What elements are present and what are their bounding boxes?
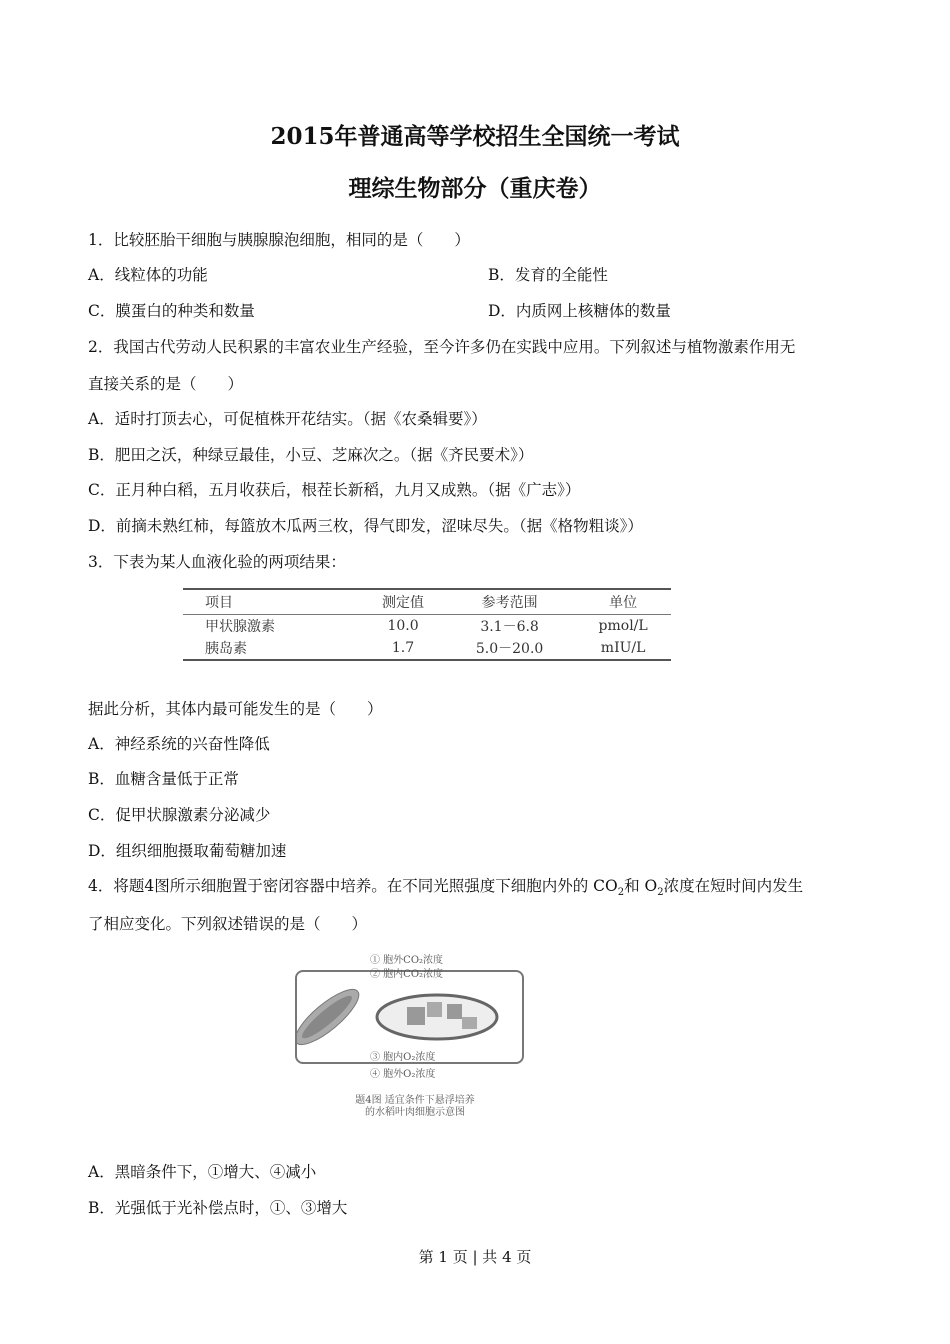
table-header: 项目 — [183, 589, 362, 615]
doc-title: 2015年普通高等学校招生全国统一考试 — [270, 123, 680, 150]
table-header: 参考范围 — [444, 589, 575, 615]
caption-line: 的水稻叶肉细胞示意图 — [365, 1107, 465, 1118]
q1-option-d: D．内质网上核糖体的数量 — [488, 302, 671, 320]
table-cell: 5.0－20.0 — [475, 641, 544, 657]
table-cell: 胰岛素 — [205, 641, 247, 657]
q4-stem-part: 和 O — [624, 877, 658, 895]
table-cell: 1.7 — [391, 640, 415, 656]
q2-stem-2: 直接关系的是（ ） — [88, 375, 244, 393]
q1-option-a: A．线粒体的功能 — [88, 266, 208, 284]
table-header: 测定值 — [362, 589, 444, 615]
table-row — [183, 615, 671, 638]
q3-option-c: C．促甲状腺激素分泌减少 — [88, 806, 271, 824]
table-row — [183, 637, 671, 660]
table-cell: 3.1－6.8 — [480, 619, 539, 635]
table-cell: mIU/L — [600, 640, 646, 656]
q4-stem-part: 4．将题4图所示细胞置于密闭容器中培养。在不同光照强度下细胞内外的 CO — [88, 877, 618, 895]
table-cell: pmol/L — [598, 618, 648, 634]
q2-option-d: D．前摘未熟红柿，每篮放木瓜两三枚，得气即发，涩味尽失。（据《格物粗谈》） — [88, 517, 643, 535]
caption-line: 题4图 适宜条件下悬浮培养 — [355, 1095, 475, 1106]
q1-stem: 1．比较胚胎干细胞与胰腺腺泡细胞，相同的是（ ） — [88, 231, 470, 249]
doc-subtitle: 理综生物部分（重庆卷） — [348, 175, 602, 202]
figure-label: ① 胞外CO₂浓度 — [370, 955, 444, 966]
q2-option-a: A．适时打顶去心，可促植株开花结实。（据《农桑辑要》） — [88, 410, 487, 428]
q2-option-c: C．正月种白稻，五月收获后，根茬长新稻，九月又成熟。（据《广志》） — [88, 481, 581, 499]
q4-stem-1 — [88, 874, 803, 898]
cell-figure — [290, 945, 525, 1120]
q2-stem-1: 2．我国古代劳动人民积累的丰富农业生产经验，至今许多仍在实践中应用。下列叙述与植物激素作用无 — [88, 338, 796, 356]
q4-stem-part: 浓度在短时间内发生 — [663, 877, 804, 895]
q1-option-c: C．膜蛋白的种类和数量 — [88, 302, 255, 320]
q3-option-b: B．血糖含量低于正常 — [88, 770, 239, 788]
figure-label: ③ 胞内O₂浓度 — [370, 1052, 436, 1063]
table-cell: 10.0 — [387, 618, 419, 634]
subscript: 2 — [657, 887, 664, 899]
figure-caption — [340, 1095, 490, 1119]
q3-option-d: D．组织细胞摄取葡萄糖加速 — [88, 842, 287, 860]
figure-label: ② 胞内CO₂浓度 — [370, 969, 444, 980]
q1-option-b: B．发育的全能性 — [488, 266, 608, 284]
q4-stem-2: 了相应变化。下列叙述错误的是（ ） — [88, 915, 368, 933]
q4-option-a: A．黑暗条件下，①增大、④减小 — [88, 1163, 317, 1181]
q4-option-b: B．光强低于光补偿点时，①、③增大 — [88, 1199, 348, 1217]
figure-label: ④ 胞外O₂浓度 — [370, 1069, 436, 1080]
q2-option-b: B．肥田之沃，种绿豆最佳，小豆、芝麻次之。（据《齐民要术》） — [88, 446, 534, 464]
table-header: 单位 — [575, 589, 671, 615]
subscript: 2 — [617, 887, 625, 899]
table-cell: 甲状腺激素 — [205, 619, 275, 635]
q3-stem: 3．下表为某人血液化验的两项结果： — [88, 553, 346, 571]
table-header-row — [183, 589, 671, 615]
page-footer: 第 1 页 | 共 4 页 — [418, 1248, 532, 1266]
blood-test-table — [183, 588, 671, 661]
q3-stem-2: 据此分析，其体内最可能发生的是（ ） — [88, 700, 383, 718]
q3-option-a: A．神经系统的兴奋性降低 — [88, 735, 270, 753]
